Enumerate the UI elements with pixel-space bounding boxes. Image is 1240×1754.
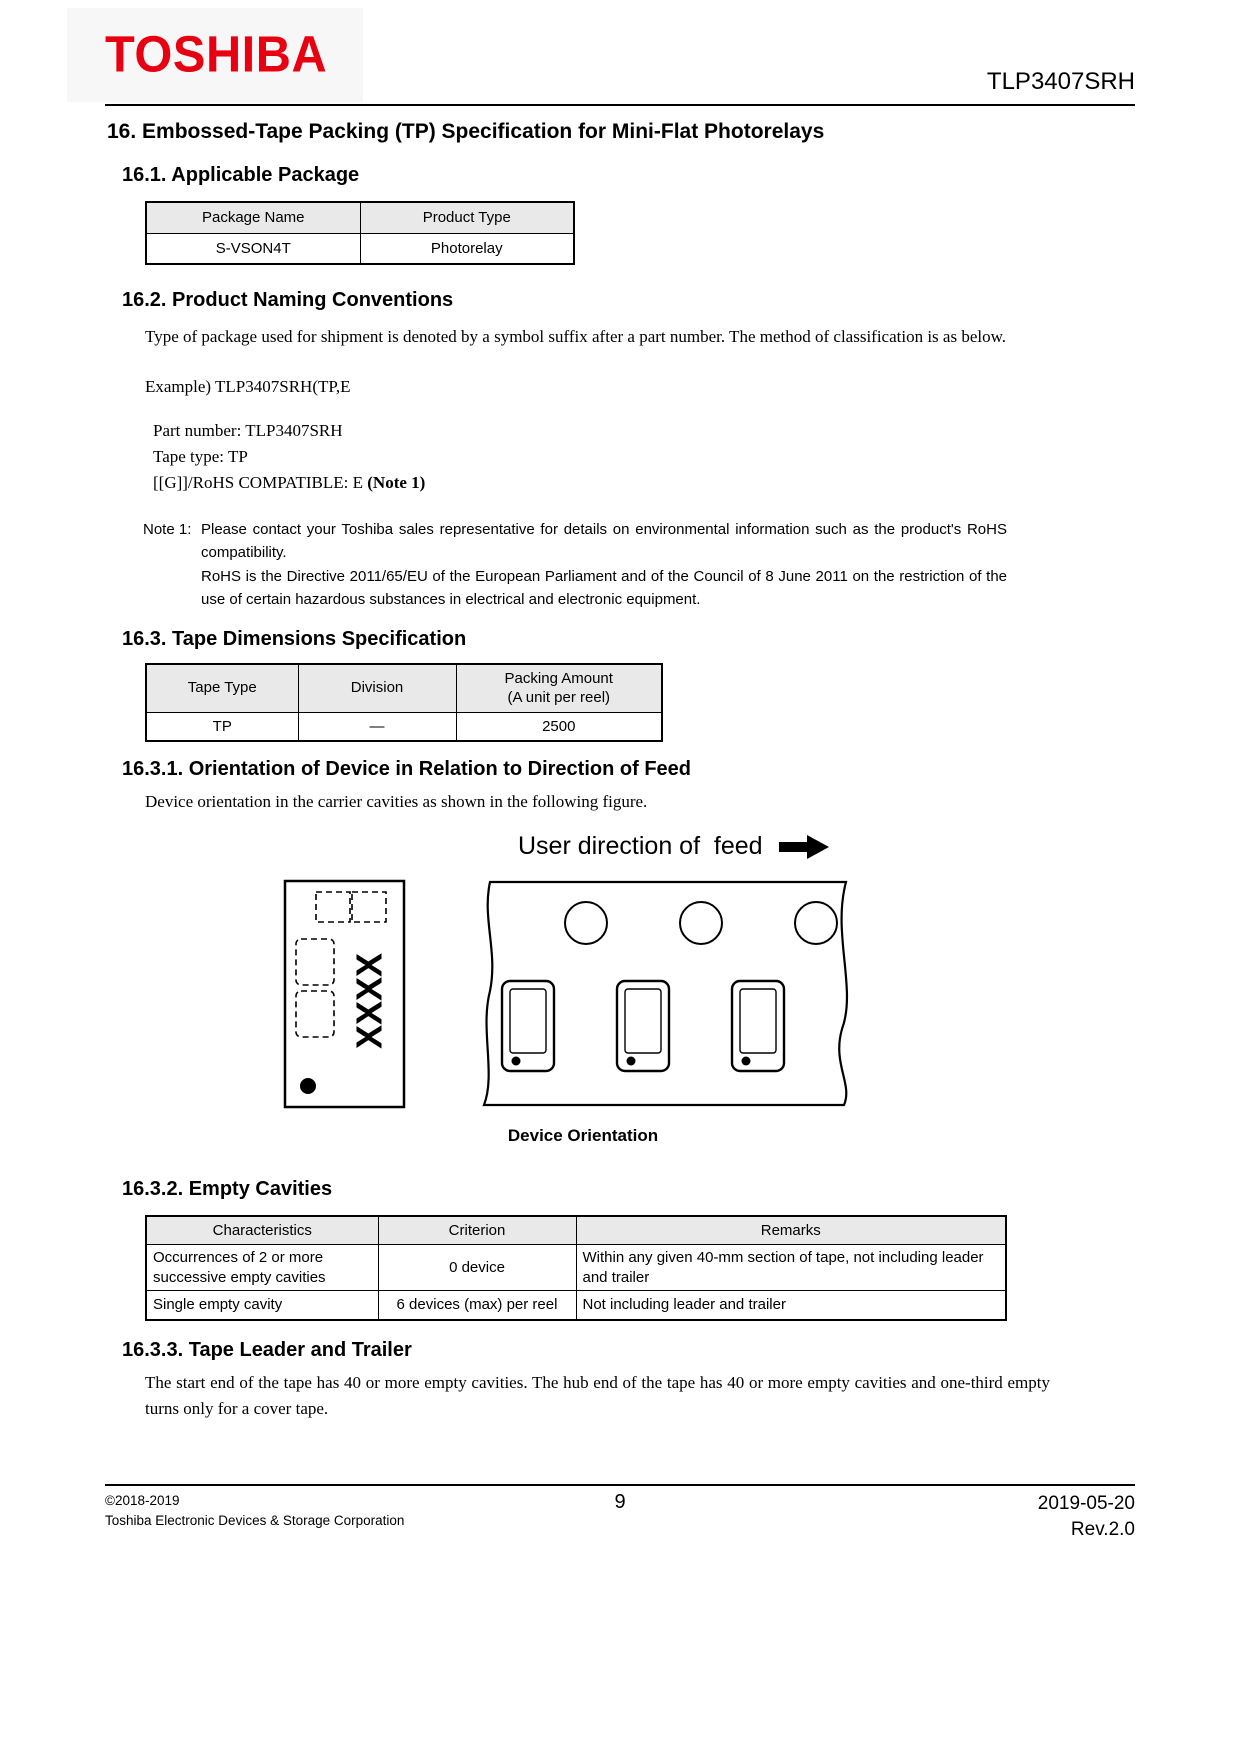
tape-end-view <box>285 881 404 1107</box>
tape-type-line: Tape type: TP <box>153 446 248 466</box>
feed-direction-arrow-icon <box>779 834 829 860</box>
naming-intro-paragraph: Type of package used for shipment is denoted by a symbol suffix after a part number. The method of classification is as below. <box>145 327 1007 346</box>
revision-number: Rev.2.0 <box>1070 1518 1135 1540</box>
rohs-line-text: [[G]]/RoHS COMPATIBLE: E <box>153 472 368 492</box>
division-header: Division <box>298 664 456 713</box>
tape-strip <box>484 882 847 1105</box>
section-16-1-title: 16.1. Applicable Package <box>122 164 360 186</box>
table-header-row <box>146 1216 1006 1245</box>
packing-amount-cell: 2500 <box>456 712 662 741</box>
characteristics-header: Characteristics <box>146 1216 378 1245</box>
page-footer <box>105 1484 1135 1542</box>
tape-type-header: Tape Type <box>146 664 298 713</box>
orientation-intro-paragraph: Device orientation in the carrier cavities as shown in the following figure. <box>145 792 648 812</box>
product-type-cell: Photorelay <box>360 233 574 264</box>
remarks-cell: Within any given 40-mm section of tape, not including leader and trailer <box>576 1245 1006 1291</box>
device-orientation-figure <box>105 831 1135 1146</box>
toshiba-logo: TOSHIBA <box>105 25 328 83</box>
table-row <box>146 233 574 264</box>
remarks-header: Remarks <box>576 1216 1006 1245</box>
table-row <box>146 1291 1006 1320</box>
package-name-header: Package Name <box>146 202 360 233</box>
figure-caption: Device Orientation <box>507 1125 659 1145</box>
sprocket-hole <box>680 902 722 944</box>
empty-cavities-table <box>145 1215 1007 1321</box>
section-16-3-title: 16.3. Tape Dimensions Specification <box>122 627 467 650</box>
note-1-text <box>201 518 1007 612</box>
device-marking-text: XXXX <box>348 952 390 1050</box>
page-number: 9 <box>614 1491 626 1513</box>
revision-date: 2019-05-20 <box>1037 1493 1135 1514</box>
remarks-cell: Not including leader and trailer <box>576 1291 1006 1320</box>
part-number: TLP3407SRH <box>986 68 1135 95</box>
part-number-line: Part number: TLP3407SRH <box>153 420 343 440</box>
table-header-row <box>146 664 662 713</box>
criterion-cell: 0 device <box>378 1245 576 1291</box>
applicable-package-table <box>145 201 575 265</box>
company-name: Toshiba Electronic Devices & Storage Corporation <box>105 1512 405 1528</box>
footer-copyright-block <box>105 1491 590 1530</box>
note-1-paragraph-2: RoHS is the Directive 2011/65/EU of the European Parliament and of the Council of 8 June 2011 on the restriction of the use of certain hazardous substances in electrical and electronic equipment. <box>201 567 1007 609</box>
tape-orientation-diagram <box>283 879 883 1114</box>
rohs-line <box>153 470 1135 496</box>
division-cell: — <box>298 712 456 741</box>
naming-example-line: Example) TLP3407SRH(TP,E <box>145 376 351 396</box>
characteristics-cell: Occurrences of 2 or more successive empty cavities <box>146 1245 378 1291</box>
criterion-header: Criterion <box>378 1216 576 1245</box>
sprocket-hole <box>795 902 837 944</box>
note-1-block <box>143 518 1135 612</box>
figure-title: User direction of feed <box>518 832 763 861</box>
section-16-title: 16. Embossed-Tape Packing (TP) Specification for Mini-Flat Photorelays <box>107 120 825 143</box>
naming-detail-lines <box>153 418 1135 496</box>
packing-amount-header <box>456 664 662 713</box>
section-16-3-2-title: 16.3.2. Empty Cavities <box>122 1177 333 1200</box>
header-divider <box>105 104 1135 106</box>
note-1-paragraph-1: Please contact your Toshiba sales representative for details on environmental information such as the product's RoHS compatibility. <box>201 520 1007 562</box>
characteristics-cell: Single empty cavity <box>146 1291 378 1320</box>
page-header <box>105 0 1135 104</box>
section-16-3-1-title: 16.3.1. Orientation of Device in Relation to Direction of Feed <box>122 758 691 781</box>
table-row <box>146 712 662 741</box>
section-16-2-title: 16.2. Product Naming Conventions <box>122 289 454 311</box>
table-row <box>146 1245 1006 1291</box>
packing-amount-header-line2: (A unit per reel) <box>507 689 611 707</box>
note-1-label: Note 1: <box>143 520 192 538</box>
footer-revision-block <box>650 1491 1135 1542</box>
section-16-3-3-title: 16.3.3. Tape Leader and Trailer <box>122 1338 412 1361</box>
product-type-header: Product Type <box>360 202 574 233</box>
figure-title-row <box>518 831 1135 863</box>
rohs-note-reference: (Note 1) <box>367 472 426 492</box>
table-header-row <box>146 202 574 233</box>
leader-trailer-paragraph: The start end of the tape has 40 or more empty cavities. The hub end of the tape has 40 or more empty cavities and one-third empty turns only for a cover tape. <box>145 1372 1050 1418</box>
tape-type-cell: TP <box>146 712 298 741</box>
criterion-cell: 6 devices (max) per reel <box>378 1291 576 1320</box>
index-dot <box>300 1078 316 1094</box>
package-name-cell: S-VSON4T <box>146 233 360 264</box>
tape-dimensions-table <box>145 663 663 743</box>
sprocket-hole <box>565 902 607 944</box>
packing-amount-header-line1: Packing Amount <box>504 669 613 687</box>
copyright-years: ©2018-2019 <box>105 1493 180 1508</box>
